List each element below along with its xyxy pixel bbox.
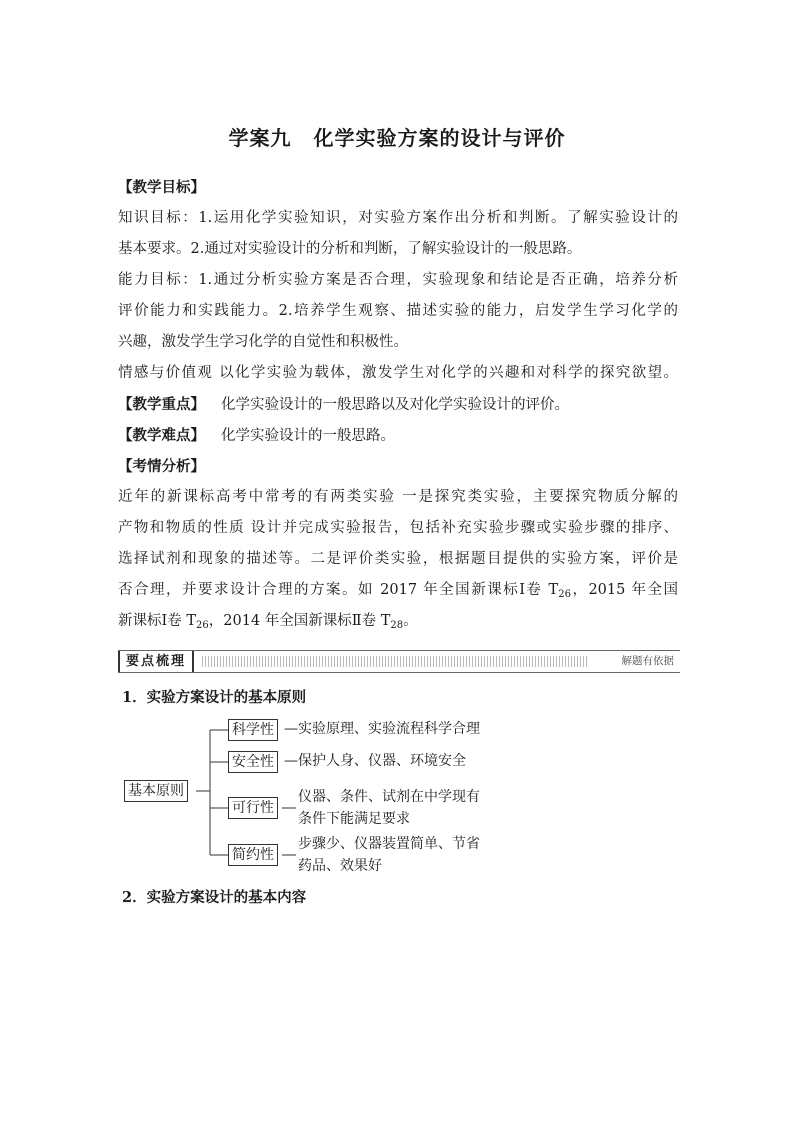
analysis-line-3: 选择试剂和现象的描述等。二是评价类实验，根据题目提供的实验方案，评价是 (118, 551, 678, 567)
title-lesson: 学案九 (228, 126, 292, 150)
root-box: 基本原则 (124, 780, 188, 802)
branch-simplicity: 简约性 (228, 844, 278, 866)
desc-simplicity-2: 药品、效果好 (298, 858, 382, 874)
section-2-heading: 2．实验方案设计的基本内容 (122, 889, 307, 906)
ability-line-1: 能力目标：1.通过分析实验方案是否合理，实验现象和结论是否正确，培养分析 (118, 272, 678, 288)
knowledge-line-1: 知识目标：1.运用化学实验知识，对实验方案作出分析和判断。了解实验设计的 (118, 210, 678, 226)
desc-feasibility-2: 条件下能满足要求 (298, 811, 410, 827)
key-point-text: 化学实验设计的一般思路以及对化学实验设计的评价。 (221, 397, 569, 413)
banner-right-text: 解题有依据 (621, 655, 674, 667)
ability-line-3: 兴趣，激发学生学习化学的自觉性和积极性。 (118, 334, 408, 350)
banner-label: 要点梳理 (118, 651, 194, 672)
key-point-label: 【教学重点】 (118, 396, 205, 413)
analysis-line-1: 近年的新课标高考中常考的有两类实验 一是探究类实验，主要探究物质分解的 (118, 489, 678, 505)
analysis-line-5: 新课标Ⅰ卷 $T_{26}$，2014 年全国新课标Ⅱ卷 $T_{28}$。 (118, 613, 418, 631)
analysis-line-2: 产物和物质的性质 设计并完成实验报告，包括补充实验步骤或实验步骤的排序、 (118, 520, 678, 536)
desc-safety: —保护人身、仪器、环境安全 (284, 753, 466, 769)
desc-feasibility-1: 仪器、条件、试剂在中学现有 (298, 789, 480, 805)
section-1-heading: 1．实验方案设计的基本原则 (122, 689, 307, 706)
desc-scientific: —实验原理、实验流程科学合理 (284, 721, 480, 737)
desc-simplicity-1: 步骤少、仪器装置简单、节省 (298, 836, 480, 852)
branch-scientific: 科学性 (228, 719, 278, 741)
goals-heading: 【教学目标】 (118, 179, 205, 196)
analysis-heading: 【考情分析】 (118, 458, 205, 475)
difficulty-text: 化学实验设计的一般思路。 (221, 428, 395, 444)
emotion-line: 情感与价值观 以化学实验为载体，激发学生对化学的兴趣和对科学的探究欲望。 (118, 365, 678, 381)
analysis-line-4: 否合理，并要求设计合理的方案。如 2017 年全国新课标Ⅰ卷 $T_{26}$，2015 年全国 (118, 582, 678, 600)
branch-feasibility: 可行性 (228, 797, 278, 819)
knowledge-line-2: 基本要求。2.通过对实验设计的分析和判断，了解实验设计的一般思路。 (118, 241, 582, 257)
branch-safety: 安全性 (228, 751, 278, 773)
difficulty-label: 【教学难点】 (118, 427, 205, 444)
title-topic: 化学实验方案的设计与评价 (313, 126, 566, 150)
ability-line-2: 评价能力和实践能力。2.培养学生观察、描述实验的能力，启发学生学习化学的 (118, 303, 678, 319)
